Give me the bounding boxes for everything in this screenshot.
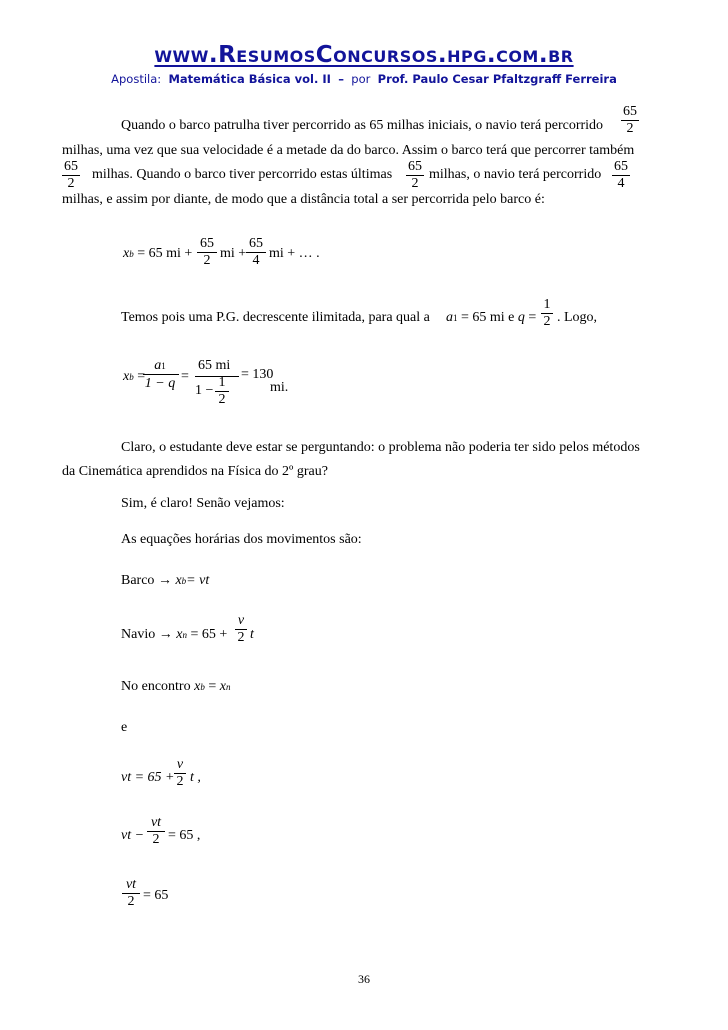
frac-den: 2 [411,176,419,191]
sub-n: n [225,682,231,692]
barco-label: Barco [121,573,155,588]
p2-text: Temos pois uma P.G. decrescente ilimitada, para qual a [121,310,430,325]
frac-bar [122,893,140,894]
frac-num: vt [150,815,162,830]
frac-num: 65 [614,159,628,174]
p2-mid: = 65 mi e [461,310,515,325]
p1-line3b: milhas, o navio terá percorrido [429,167,602,182]
frac-den: 2 [543,314,551,329]
dash: – [338,72,344,86]
frac-65-4 [610,159,632,191]
eq1-mi1: mi + [220,246,247,261]
eqA-t: t , [190,770,201,785]
var-x: x [176,627,183,642]
e-word: e [121,720,128,735]
frac-den: 2 [176,774,184,789]
site-title: www.ResumosConcursos.hpg.com.br [154,42,574,68]
p1-line3a: milhas. Quando o barco tiver percorrido estas últimas [92,167,393,182]
apostila-title: Matemática Básica vol. II [168,72,331,86]
navio-eq [121,627,227,643]
frac-bar [174,773,186,774]
var-x: x [175,573,182,588]
barco-rhs: = vt [186,573,210,588]
apostila-label: Apostila: [111,72,162,86]
frac-65-2-b [60,159,82,191]
sub-b: b [181,576,187,586]
frac-bar [406,175,424,176]
var-a: a [154,358,162,373]
header-subtitle [0,72,728,86]
frac-den: 2 [67,176,75,191]
eq2-unit: mi. [270,380,289,395]
frac-num: 65 [200,236,214,251]
encontro-label: No encontro [121,679,191,694]
frac-num: 65 [408,159,422,174]
frac-bar [62,175,80,176]
eqC-frac [121,877,141,909]
var-q: q [517,310,525,325]
equals: = [137,369,146,384]
frac-bar [612,175,630,176]
frac-den: 2 [626,121,634,136]
frac-num: v [237,613,245,628]
navio-rhs: = 65 + [190,627,228,642]
author: Prof. Paulo Cesar Pfaltzgraff Ferreira [377,72,617,86]
eq2-result: = 130 [241,367,274,382]
frac-num: vt [125,877,137,892]
frac-den: 2 [218,392,226,407]
sub-b: b [129,249,134,259]
p2-frac-1-2 [539,297,555,329]
eq1-rest: = 65 mi + [137,246,193,261]
eqA-frac [172,757,188,789]
navio-t: t [250,627,254,642]
p2-a1 [446,310,536,326]
frac-bar [235,629,247,630]
p5: As equações horárias dos movimentos são: [121,532,362,547]
p3-line2: da Cinemática aprendidos na Física do 2º grau? [62,464,328,479]
eq2-one-minus: 1 − [195,383,214,398]
sub-b: b [200,682,205,692]
frac-bar [541,313,553,314]
eq1-mi2: mi + … . [269,246,320,261]
frac-num: v [176,757,184,772]
frac-num: 65 [64,159,78,174]
frac-65-2-a [619,104,641,136]
equals: = [208,679,217,694]
eqB-frac [146,815,166,847]
var-x: x [123,246,130,261]
eqB-lhs: vt − [121,828,145,843]
var-a: a [446,310,453,325]
var-x: x [194,679,201,694]
frac-den: 4 [617,176,625,191]
sub-1: 1 [453,313,458,323]
frac-bar [621,120,639,121]
frac-den: 4 [252,253,260,268]
eq2-frac-a1 [139,358,181,391]
eq1-frac-65-4 [245,236,267,268]
var-x: x [123,369,130,384]
frac-den: 1 − q [144,376,176,391]
frac-num: 65 [623,104,637,119]
eq2-equals: = [181,369,189,384]
frac-bar [197,252,217,253]
arrow: → [157,573,172,588]
eqB-rhs: = 65 , [168,828,201,843]
frac-bar [143,374,179,375]
eqC-rhs: = 65 [143,888,169,903]
p4: Sim, é claro! Senão vejamos: [121,496,285,511]
frac-num: 65 [249,236,263,251]
eq1-lhs [123,246,192,262]
p1-line2: milhas, uma vez que sua velocidade é a metade da do barco. Assim o barco terá que percorrer também [62,143,635,158]
frac-den: 2 [237,630,245,645]
frac-bar [147,831,165,832]
sub-n: n [182,630,187,640]
p2-end: . Logo, [557,310,598,325]
frac-bar [215,391,229,392]
frac-den: 2 [152,832,160,847]
eq2-num: 65 mi [198,358,231,373]
barco-eq [121,573,209,589]
frac-num: 1 [543,297,551,312]
sub-1: 1 [161,361,166,371]
p1-line1: Quando o barco patrulha tiver percorrido as 65 milhas iniciais, o navio terá percorrido [121,118,604,133]
encontro-eq [121,679,230,695]
navio-label: Navio [121,627,156,642]
var-x: x [219,679,226,694]
eq1-frac-65-2 [196,236,218,268]
arrow: → [158,627,173,642]
frac-65-2-c [404,159,426,191]
navio-frac-v-2 [233,613,249,645]
por-label: por [351,72,371,86]
equals: = [528,310,537,325]
sub-b: b [129,372,134,382]
eqA-lhs: vt = 65 + [121,770,175,785]
page-number: 36 [358,972,370,986]
frac-num: 1 [218,375,226,390]
p1-line4: milhas, e assim por diante, de modo que a distância total a ser percorrida pelo barco é: [62,192,545,207]
frac-den: 2 [127,894,135,909]
p3-line1: Claro, o estudante deve estar se perguntando: o problema não poderia ter sido pelos métodos [121,440,640,455]
frac-den: 2 [203,253,211,268]
frac-bar [246,252,266,253]
